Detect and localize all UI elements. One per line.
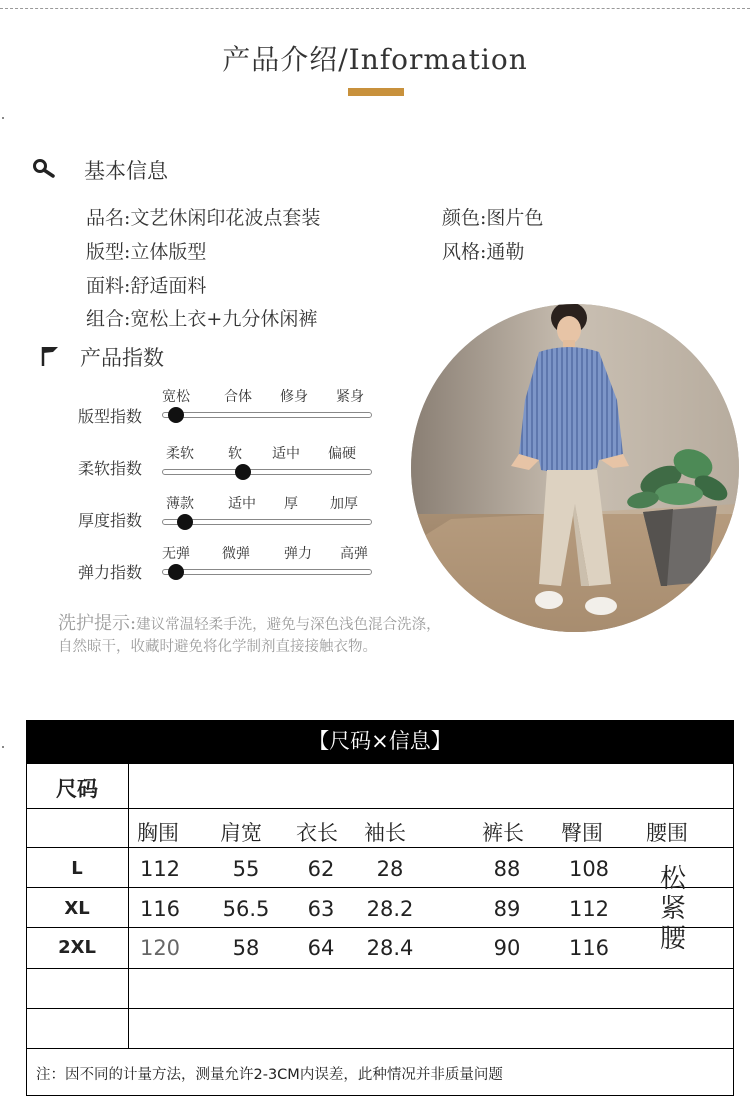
basic-info-heading: 基本信息 (84, 159, 168, 183)
col-waist: 腰围 (646, 821, 688, 845)
table-rule (26, 1048, 734, 1049)
scale-word: 加厚 (330, 496, 358, 512)
value-cell: 28.2 (366, 897, 414, 921)
size-L: L (71, 858, 83, 879)
col-bust: 胸围 (137, 821, 179, 845)
scale-word: 适中 (272, 446, 300, 462)
index-knob (177, 514, 193, 530)
value-cell: 108 (568, 857, 610, 881)
care-title: 洗护提示: (58, 613, 137, 634)
index-scale-softness (162, 443, 372, 467)
info-style: 风格:通勒 (442, 241, 525, 263)
value-cell: 120 (139, 936, 181, 960)
index-scale-elasticity (162, 543, 372, 567)
table-rule (26, 927, 734, 928)
value-cell: 88 (493, 857, 521, 881)
value-cell: 112 (139, 857, 181, 881)
info-color: 颜色:图片色 (442, 207, 544, 229)
product-index-heading: 产品指数 (80, 346, 164, 370)
index-scale-fit (162, 386, 372, 410)
scale-word: 偏硬 (328, 446, 356, 462)
waist-char: 松 (659, 864, 686, 894)
scale-word: 合体 (224, 389, 252, 405)
col-length: 衣长 (296, 821, 338, 845)
scale-word: 弹力 (284, 546, 312, 562)
title-accent-bar (348, 88, 404, 96)
margin-dot (2, 117, 4, 119)
value-cell: 112 (568, 897, 610, 921)
index-label-elasticity: 弹力指数 (78, 563, 143, 582)
info-fabric: 面料:舒适面料 (86, 275, 207, 297)
scale-word: 柔软 (166, 446, 194, 462)
size-XL: XL (64, 898, 90, 919)
index-label-thickness: 厚度指数 (78, 511, 143, 530)
waist-char: 紧 (659, 894, 686, 924)
care-line-2: 自然晾干，收藏时避免将化学制剂直接接触衣物。 (58, 639, 377, 655)
col-shoulder: 肩宽 (220, 821, 262, 845)
value-cell: 58 (232, 936, 260, 960)
care-line-1 (58, 609, 441, 635)
top-dashed-divider (0, 8, 750, 9)
margin-dot (2, 746, 4, 748)
scale-word: 紧身 (336, 389, 364, 405)
size-table-header: 【尺码×信息】 (26, 720, 734, 763)
info-combo: 组合:宽松上衣+九分休闲裤 (86, 308, 318, 330)
product-photo (411, 304, 739, 632)
table-rule (26, 968, 734, 969)
search-icon (32, 158, 56, 182)
value-cell: 64 (307, 936, 335, 960)
table-rule (26, 763, 734, 764)
waist-char: 腰 (659, 924, 686, 954)
scale-word: 微弹 (222, 546, 250, 562)
value-cell: 63 (307, 897, 335, 921)
scale-word: 软 (228, 446, 242, 462)
value-cell: 56.5 (222, 897, 270, 921)
page-title: 产品介绍/Information (222, 43, 528, 76)
info-product-name: 品名:文艺休闲印花波点套装 (86, 207, 321, 229)
index-knob (235, 464, 251, 480)
scale-word: 厚 (284, 496, 298, 512)
scale-word: 高弹 (340, 546, 368, 562)
scale-word: 无弹 (162, 546, 190, 562)
care-text-1: 建议常温轻柔手洗，避免与深色浅色混合洗涤， (136, 617, 441, 633)
value-cell: 90 (493, 936, 521, 960)
index-track (162, 412, 372, 418)
table-rule (26, 1095, 734, 1096)
scale-word: 修身 (280, 389, 308, 405)
scale-word: 薄款 (166, 496, 194, 512)
value-cell: 89 (493, 897, 521, 921)
value-cell: 62 (307, 857, 335, 881)
index-track (162, 569, 372, 575)
table-rule (26, 763, 27, 1096)
size-2XL: 2XL (58, 937, 96, 958)
value-cell: 55 (232, 857, 260, 881)
value-cell: 116 (568, 936, 610, 960)
value-cell: 28.4 (366, 936, 414, 960)
index-knob (168, 564, 184, 580)
index-label-softness: 柔软指数 (78, 459, 143, 478)
info-fit: 版型:立体版型 (86, 241, 207, 263)
table-rule (26, 1008, 734, 1009)
flag-icon (40, 344, 62, 372)
index-scale-thickness (162, 493, 372, 517)
table-rule (26, 847, 734, 848)
table-rule (26, 887, 734, 888)
scale-word: 适中 (228, 496, 256, 512)
value-cell: 116 (139, 897, 181, 921)
size-column-label: 尺码 (56, 777, 98, 801)
size-table (26, 720, 734, 1096)
scale-word: 宽松 (162, 389, 190, 405)
table-rule (26, 808, 734, 809)
col-pants-length: 裤长 (482, 821, 524, 845)
value-cell: 28 (376, 857, 404, 881)
table-rule (128, 763, 129, 1048)
measurement-note: 注：因不同的计量方法，测量允许2-3CM内误差，此种情况并非质量问题 (36, 1067, 503, 1083)
index-track (162, 519, 372, 525)
col-sleeve: 袖长 (364, 821, 406, 845)
col-hip: 臀围 (561, 821, 603, 845)
table-rule (733, 763, 734, 1096)
index-track (162, 469, 372, 475)
index-label-fit: 版型指数 (78, 407, 143, 426)
index-knob (168, 407, 184, 423)
